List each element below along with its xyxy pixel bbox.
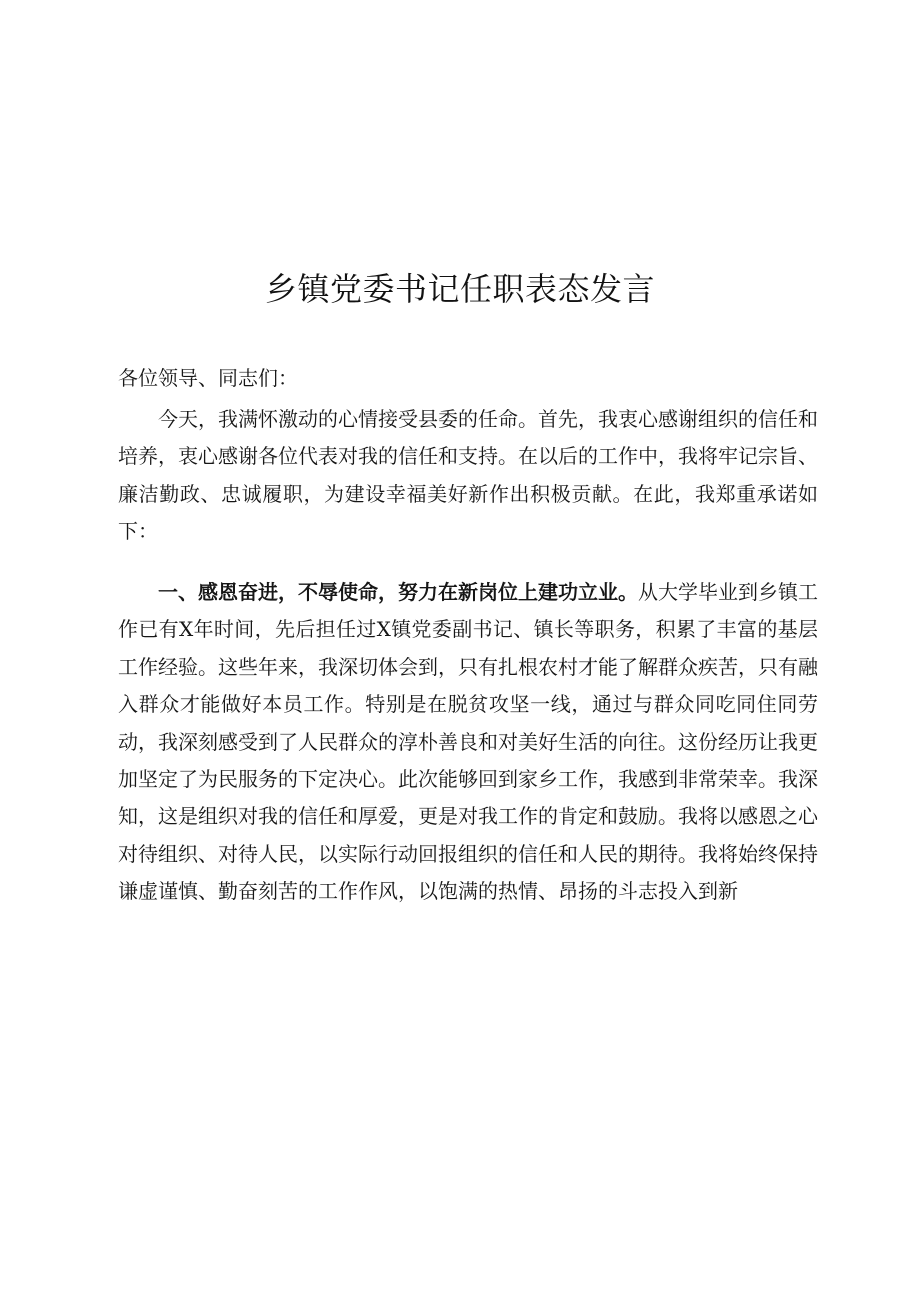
paragraph-text: 今天，我满怀激动的心情接受县委的任命。首先，我衷心感谢组织的信任和培养，衷心感谢各位代表对我的信任和支持。在以后的工作中，我将牢记宗旨、廉洁勤政、忠诚履职，为建设幸福美好新作出积极贡献。在此，我郑重承诺如下：	[118, 407, 818, 544]
section-heading: 一、感恩奋进，不辱使命，努力在新岗位上建功立业。	[158, 580, 638, 604]
paragraph-intro	[118, 401, 818, 551]
paragraph-section-one	[118, 574, 818, 911]
paragraph-text: 从大学毕业到乡镇工作已有X年时间，先后担任过X镇党委副书记、镇长等职务，积累了丰富的基层工作经验。这些年来，我深切体会到，只有扎根农村才能了解群众疾苦，只有融入群众才能做好本员工作。特别是在脱贫攻坚一线，通过与群众同吃同住同劳动，我深刻感受到了人民群众的淳朴善良和对美好生活的向往。这份经历让我更加坚定了为民服务的下定决心。此次能够回到家乡工作，我感到非常荣幸。我深知，这是组织对我的信任和厚爱，更是对我工作的肯定和鼓励。我将以感恩之心对待组织、对待人民，以实际行动回报组织的信任和人民的期待。我将始终保持谦虚谨慎、勤奋刻苦的工作作风，以饱满的热情、昂扬的斗志投入到新	[118, 580, 818, 904]
document-title: 乡镇党委书记任职表态发言	[264, 270, 655, 308]
salutation: 各位领导、同志们：	[118, 366, 298, 390]
